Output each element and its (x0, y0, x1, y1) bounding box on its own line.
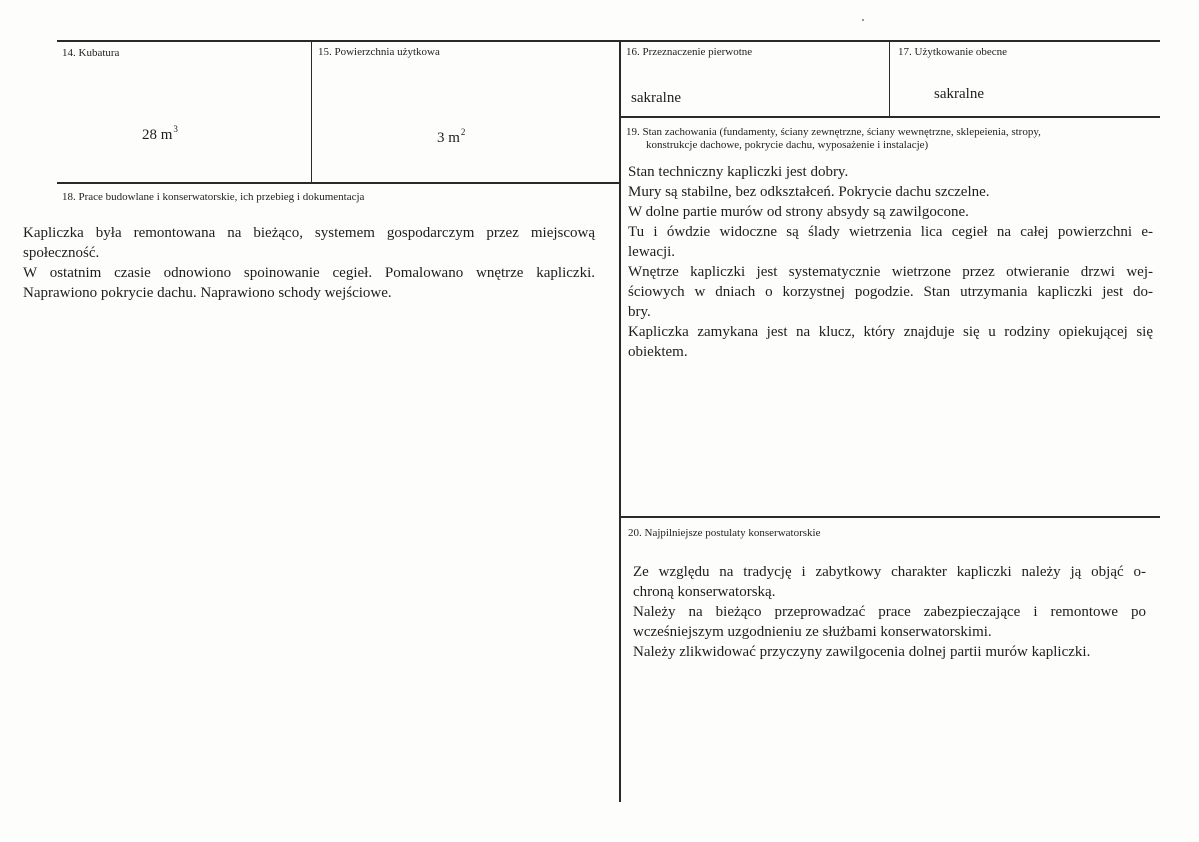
field-19-line: W dolne partie murów od strony absydy są zawilgocone. (628, 204, 969, 220)
field-19-line: Mury są stabilne, bez odkształceń. Pokrycie dachu szczelne. (628, 184, 990, 200)
divider-16-17 (889, 40, 890, 118)
field-15-unit: m (448, 130, 460, 146)
field-19-line: ściowych w dniach o korzystnej pogodzie. Stan utrzymania kapliczki jest do- (628, 284, 1153, 300)
divider-14-15 (311, 40, 312, 183)
field-14-exponent: 3 (173, 124, 178, 134)
field-14-unit: m (160, 127, 173, 143)
field-19-line: Tu i ówdzie widoczne są ślady wietrzenia lica cegieł na całej powierzchni e- (628, 224, 1153, 240)
field-14-number: 28 (142, 127, 157, 143)
field-16-label: 16. Przeznaczenie pierwotne (626, 46, 753, 58)
field-15-label: 15. Powierzchnia użytkowa (318, 46, 440, 58)
rule-under-14-15 (57, 182, 620, 184)
field-19-label-line-2: konstrukcje dachowe, pokrycie dachu, wyposażenie i instalacje) (646, 139, 929, 151)
field-17-label: 17. Użytkowanie obecne (898, 46, 1008, 58)
field-19-line: obiektem. (628, 344, 688, 360)
field-15-number: 3 (437, 130, 445, 146)
top-rule (57, 40, 1160, 42)
field-19-line: Wnętrze kapliczki jest systematycznie wietrzone przez otwieranie drzwi wej- (628, 264, 1153, 280)
field-19-line: lewacji. (628, 244, 676, 260)
field-20-text (633, 562, 1146, 662)
field-14-label: 14. Kubatura (62, 47, 120, 59)
field-18-line: Kapliczka była remontowana na bieżąco, systemem gospodarczym przez miejscową (23, 225, 595, 241)
field-15-exponent: 2 (460, 127, 466, 137)
field-20-line: Należy na bieżąco przeprowadzać prace zabezpieczające i remontowe po (633, 604, 1146, 620)
field-19-label-line-1: 19. Stan zachowania (fundamenty, ściany zewnętrzne, ściany wewnętrzne, sklepeienia, stropy, (626, 126, 1041, 138)
field-20-line: Ze względu na tradycję i zabytkowy charakter kapliczki należy ją objąć o- (633, 564, 1146, 580)
field-18-line: Naprawiono pokrycie dachu. Naprawiono schody wejściowe. (23, 285, 392, 301)
field-18-text (23, 223, 595, 303)
field-17-value: sakralne (934, 86, 984, 102)
field-18-line: społeczność. (23, 245, 100, 261)
scan-speck (862, 19, 864, 21)
field-18-label: 18. Prace budowlane i konserwatorskie, ich przebieg i dokumentacja (62, 191, 365, 203)
field-19-text (628, 162, 1153, 362)
field-20-line: wcześniejszym uzgodnieniu ze służbami konserwatorskimi. (633, 624, 992, 640)
rule-above-20 (620, 516, 1160, 518)
field-16-value: sakralne (631, 90, 681, 106)
main-vertical-divider (619, 40, 621, 802)
field-15-value (437, 127, 466, 147)
field-18-line: W ostatnim czasie odnowiono spoinowanie cegieł. Pomalowano wnętrze kapliczki. (23, 265, 595, 281)
field-19-line: bry. (628, 304, 651, 320)
field-19-line: Kapliczka zamykana jest na klucz, który znajduje się u rodziny opiekującej się (628, 324, 1153, 340)
field-20-line: chroną konserwatorską. (633, 584, 776, 600)
field-20-label: 20. Najpilniejsze postulaty konserwatorskie (628, 527, 821, 539)
field-20-line: Należy zlikwidować przyczyny zawilgocenia dolnej partii murów kapliczki. (633, 644, 1091, 660)
field-14-value (142, 124, 178, 144)
field-19-line: Stan techniczny kapliczki jest dobry. (628, 164, 849, 180)
rule-under-16-17 (620, 116, 1160, 118)
